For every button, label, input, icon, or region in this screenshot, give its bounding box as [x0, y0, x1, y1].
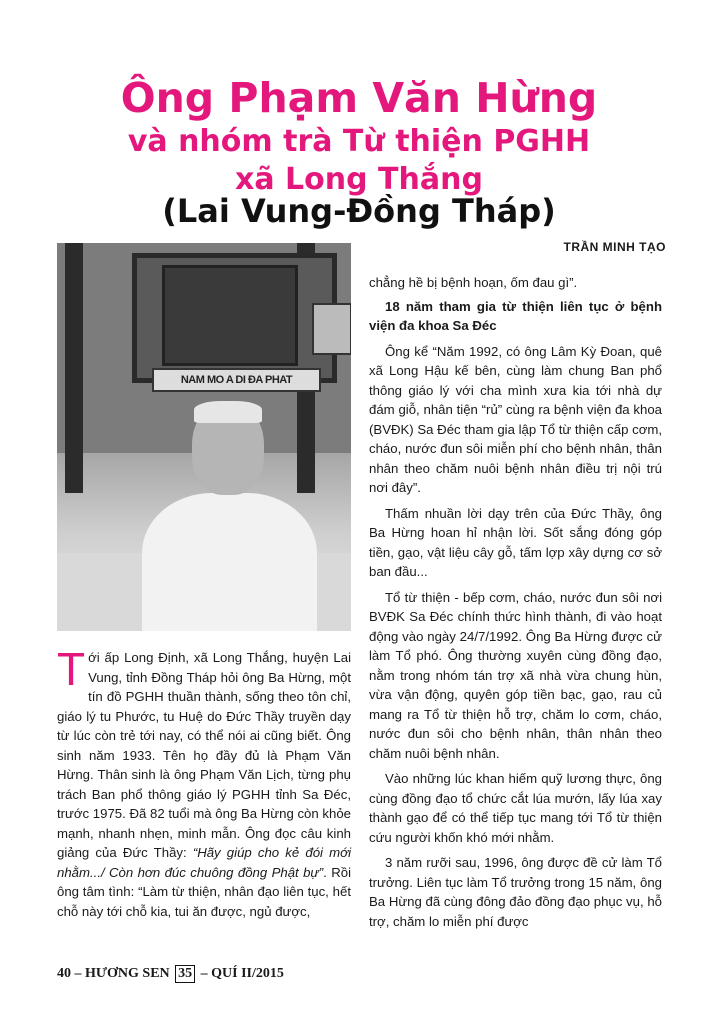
- publication-name: HƯƠNG SEN: [85, 966, 170, 981]
- right-paragraph-3: Tổ từ thiện - bếp cơm, cháo, nước đun sôi nơi BVĐK Sa Đéc chính thức hình thành, đi vào hoạt động vào ngày 24/7/1992. Ông Ba Hừng được cử làm Tổ phó. Ông thường xuyên cùng đồng đạo, nằm trong nhóm tán trợ xã nhà vừa chung hùn, vừa vận động, quyên góp tiền bạc, gạo, rau củ mang ra Tổ từ thiện hỗ trợ, chăm lo cơm, cháo, nước đun sôi cho bệnh nhân, thân nhân theo chăm nuôi bệnh nhân.: [369, 589, 662, 761]
- article-title-line4: (Lai Vung-Đồng Tháp): [162, 192, 556, 230]
- drop-cap: T: [57, 643, 86, 695]
- photo-small-portrait: [312, 303, 351, 355]
- issue-period: QUÍ II/2015: [211, 966, 284, 981]
- left-paragraph-1-text: ới ấp Long Định, xã Long Thắng, huyện Lai Vung, tỉnh Đồng Tháp hỏi ông Ba Hừng, một tín đồ PGHH thuần thành, sống theo tôn chỉ, giáo lý tu Phước, tu Huệ do Đức Thầy truyền dạy từ lúc còn trẻ tới nay, có thể nói ai cũng biết. Ông sinh năm 1933. Tên họ đầy đủ là Phạm Văn Hừng. Thân sinh là ông Phạm Văn Lịch, từng phụ trách Ban phổ thông giáo lý PGHH tỉnh Sa Đéc, trước 1975. Đã 82 tuổi mà ông Ba Hừng còn khỏe mạnh, nhanh nhẹn, minh mẫn. Ông đọc câu kinh giảng của Đức Thầy:: [57, 650, 351, 860]
- page-number: 40: [57, 966, 71, 981]
- photo-pillar-left: [65, 243, 83, 493]
- right-paragraph-1: Ông kể “Năm 1992, có ông Lâm Kỳ Đoan, quê xã Long Hậu kế bên, cùng làm chung Ban phổ thông giáo lý với cha mình xưa kia tới nhà dự đám giỗ, nhân tiện “rủ” cùng ra bệnh viện đa khoa (BVĐK) Sa Đéc tham gia lập Tổ từ thiện cấp cơm, cháo, nước đun sôi miễn phí cho bệnh nhân, thân nhân theo chăm nuôi bệnh nhân điều trị nội trú nơi đây”.: [369, 343, 662, 495]
- photo-shrine: [162, 265, 298, 366]
- scripture-quote: “Hãy giúp cho kẻ đói mới nhằm.../ Còn hơn đúc chuông đồng Phật bự”: [57, 845, 351, 880]
- right-column: [369, 273, 662, 931]
- left-paragraph-1: [57, 643, 351, 921]
- section-subheading: 18 năm tham gia từ thiện liên tục ở bệnh viện đa khoa Sa Đéc: [369, 298, 662, 333]
- right-paragraph-4: Vào những lúc khan hiếm quỹ lương thực, ông cùng đồng đạo tổ chức cắt lúa mướn, lấy lúa xay thành gạo để có thể tiếp tục mang tới Tổ từ thiện cứu người khốn khó mới nhằm.: [369, 771, 662, 845]
- photo-banner: NAM MO A DI ĐA PHAT: [152, 368, 321, 392]
- right-paragraph-2: Thấm nhuần lời dạy trên của Đức Thầy, ông Ba Hừng hoan hỉ nhận lời. Sốt sắng đóng góp tiền, gạo, vật liệu cây gỗ, tấm lợp xây dựng cơ sở ban đầu...: [369, 505, 662, 579]
- page-footer: 40 – HƯƠNG SEN 35 – QUÍ II/2015: [57, 966, 284, 981]
- right-paragraph-0: chẳng hề bị bệnh hoạn, ốm đau gì”.: [369, 275, 578, 290]
- photo-man: [142, 403, 317, 631]
- photo-man-hair: [194, 401, 262, 423]
- author-byline: TRẦN MINH TẠO: [563, 240, 666, 254]
- article-title-line1: Ông Phạm Văn Hừng: [120, 74, 598, 122]
- portrait-photo: [57, 243, 351, 631]
- left-paragraph-1-end: . Rồi ông tâm tình: “Làm từ thiện, nhân đạo liên tục, hết chỗ này tới chỗ kia, tui ăn được, ngủ được,: [57, 864, 351, 919]
- right-paragraph-5: 3 năm rưỡi sau, 1996, ông được đề cử làm Tổ trưởng. Liên tục làm Tổ trưởng trong 15 năm, ông Ba Hừng đã cùng đông đảo đồng đạo phục vụ, hỗ trợ, chăm lo miễn phí được: [369, 855, 662, 929]
- article-title-line3: xã Long Thắng: [235, 162, 483, 197]
- issue-number: 35: [175, 965, 195, 983]
- article-title-line2: và nhóm trà Từ thiện PGHH: [127, 124, 591, 159]
- photo-man-body: [142, 493, 317, 631]
- left-column: [57, 643, 351, 921]
